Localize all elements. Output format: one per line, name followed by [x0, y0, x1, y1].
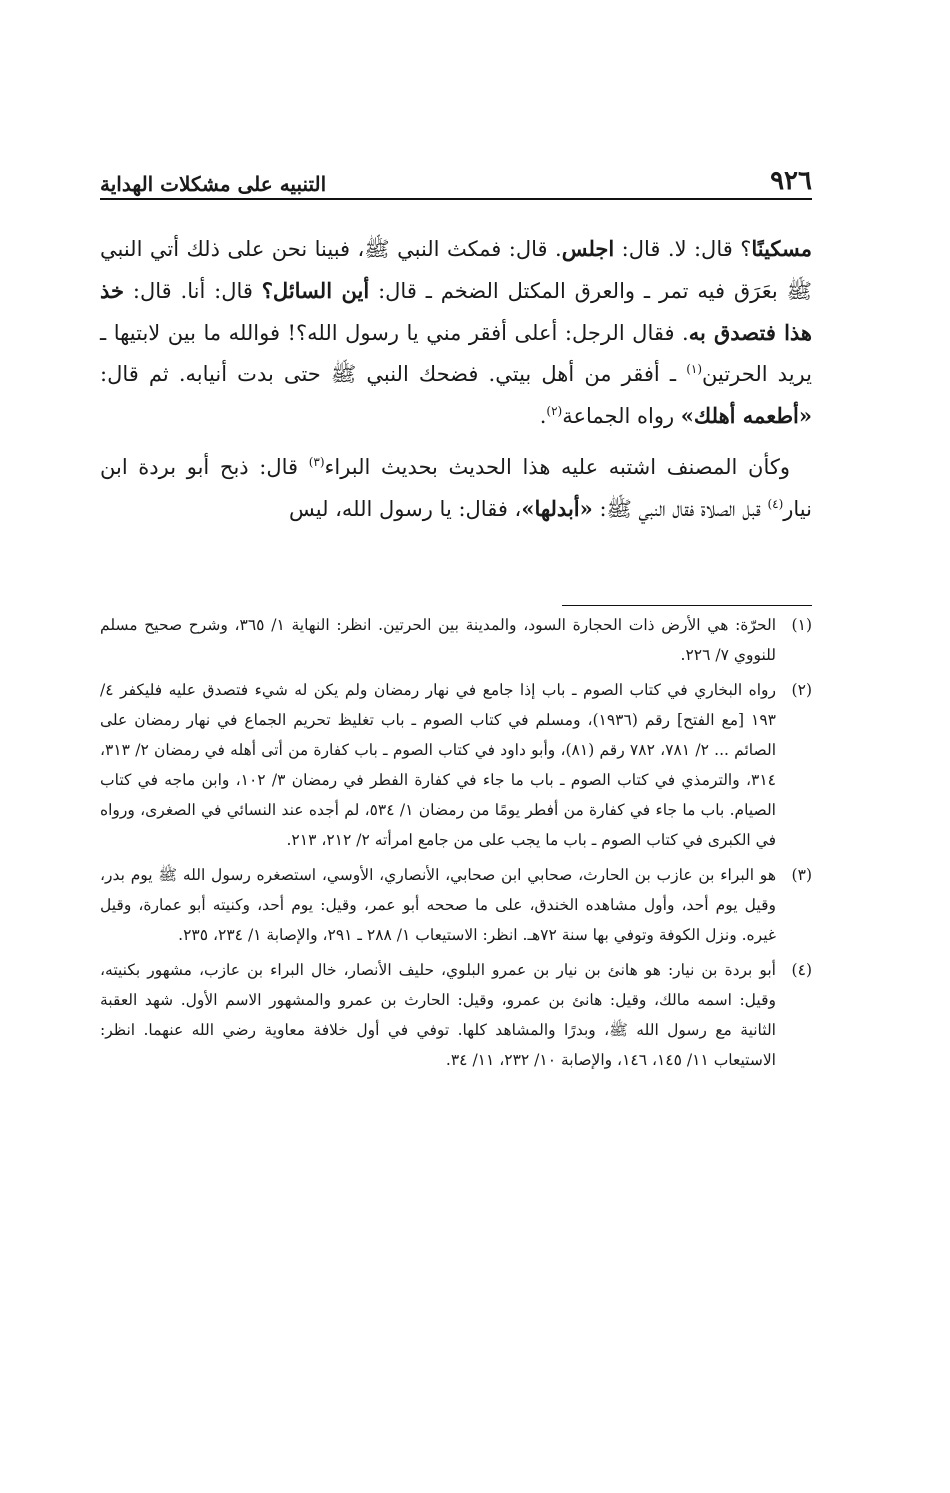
header-rule: [100, 198, 812, 200]
footnote-ref[interactable]: (١): [686, 362, 703, 376]
text-run: رواه الجماعة: [562, 404, 681, 428]
footnote-text: هو البراء بن عازب بن الحارث، صحابي ابن صحابي، الأنصاري، الأوسي، استصغره رسول الله ﷺ يوم بدر، وقيل يوم أحد، وأول مشاهده الخندق، على ما صححه أبو عمر، وقيل: يوم أحد، وكنيته أبو عمارة، وقيل غيره. ونزل الكوفة وتوفي بها سنة ٧٢هـ. انظر: الاستيعاب ١/ ٢٨٨ ـ ٢٩١، والإصابة ١/ ٢٣٤، ٢٣٥.: [100, 866, 776, 944]
text-run: .: [539, 404, 547, 428]
text-run: ، فقال: يا رسول الله، ليس: [288, 497, 522, 521]
footnotes: [100, 610, 812, 1080]
running-title: التنبيه على مشكلات الهداية: [100, 172, 327, 196]
text-run: وكأن المصنف اشتبه عليه هذا الحديث بحديث البراء: [324, 455, 790, 479]
footnote-4: [100, 955, 812, 1075]
text-run: . فقال الرجل: أعلى أفقر مني يا رسول الله؟! فوالله ما بين لابتيها ـ يريد الحرتين: [100, 321, 812, 386]
footnote-text: رواه البخاري في كتاب الصوم ـ باب إذا جامع في نهار رمضان ولم يكن له شيء فتصدق عليه فليكفر ٤/ ١٩٣ [مع الفتح] رقم (١٩٣٦)، ومسلم في كتاب الصوم ـ باب تغليظ تحريم الجماع في نهار رمضان على الصائم ... ٢/ ٧٨١، ٧٨٢ رقم (٨١)، وأبو داود في كتاب الصوم ـ باب كفارة من أتى أهله في رمضان ٢/ ٣١٣، ٣١٤، والترمذي في كتاب الصوم ـ باب ما جاء في كفارة الفطر في رمضان ٣/ ١٠٢، وابن ماجه في كتاب الصيام. باب ما جاء في كفارة من أفطر يومًا من رمضان ١/ ٥٣٤، لم أجده عند النسائي في الصغرى، ورواه في الكبرى في كتاب الصوم ـ باب ما يجب على من جامع امرأته ٢/ ٢١٢، ٢١٣.: [100, 681, 777, 849]
footnote-3: [100, 860, 812, 950]
bold-phrase: مسكينًا: [751, 236, 812, 261]
bold-phrase: خذ هذا فتصدق به: [100, 278, 812, 345]
footnote-text: أبو بردة بن نيار: هو هانئ بن نيار بن عمرو البلوي، حليف الأنصار، خال البراء بن عازب، مشهور بكنيته، وقيل: اسمه مالك، وقيل: هانئ بن عمرو، وقيل: الحارث بن عمرو والمشهور الاسم الأول. شهد العقبة الثانية مع رسول الله ﷺ، وبدرًا والمشاهد كلها. توفي في أول خلافة معاوية رضي الله عنهما. انظر: الاستيعاب ١١/ ١٤٥، ١٤٦، والإصابة ١٠/ ٢٣٢، ١١/ ٣٤.: [100, 961, 776, 1069]
text-run: . قال: فمكث النبي ﷺ، فبينا نحن على ذلك أتي النبي ﷺ بعَرَق فيه تمر ـ والعرق المكتل الضخم ـ قال:: [100, 237, 812, 303]
footnote-text: الحرّة: هي الأرض ذات الحجارة السود، والمدينة بين الحرتين. انظر: النهاية ١/ ٣٦٥، وشرح صحيح مسلم للنووي ٧/ ٢٢٦.: [100, 616, 776, 664]
main-text: [100, 228, 812, 530]
paragraph-1: [100, 228, 812, 437]
text-run: ؟ قال: لا. قال:: [614, 237, 752, 261]
footnote-ref[interactable]: (٢): [546, 404, 563, 418]
page-number: ٩٢٦: [770, 166, 812, 196]
footnote-number: (٤): [791, 961, 812, 979]
text-run: قال: ذبح أبو بردة ابن نيار: [100, 455, 812, 521]
footnote-separator: [562, 605, 812, 606]
bold-phrase: أين السائل؟: [261, 278, 370, 303]
text-run: ـ أفقر من أهل بيتي. فضحك النبي ﷺ حتى بدت أنيابه. ثم قال:: [100, 362, 687, 386]
footnote-ref[interactable]: (٤): [767, 497, 784, 511]
footnote-1: [100, 610, 812, 670]
footnote-number: (١): [791, 616, 812, 634]
page-header: [100, 150, 812, 194]
bold-phrase: اجلس: [561, 236, 615, 261]
text-run: قال: أنا. قال:: [124, 279, 262, 303]
bold-phrase: «أبدلها»: [521, 496, 593, 521]
text-run: قبل الصلاة فقال النبي ﷺ:: [592, 497, 768, 521]
paragraph-2: [100, 447, 812, 530]
footnote-number: (٢): [791, 681, 812, 699]
bold-phrase: «أطعمه أهلك»: [680, 403, 812, 428]
footnote-number: (٣): [791, 866, 812, 884]
footnote-2: [100, 675, 812, 855]
footnote-ref[interactable]: (٣): [308, 455, 325, 469]
